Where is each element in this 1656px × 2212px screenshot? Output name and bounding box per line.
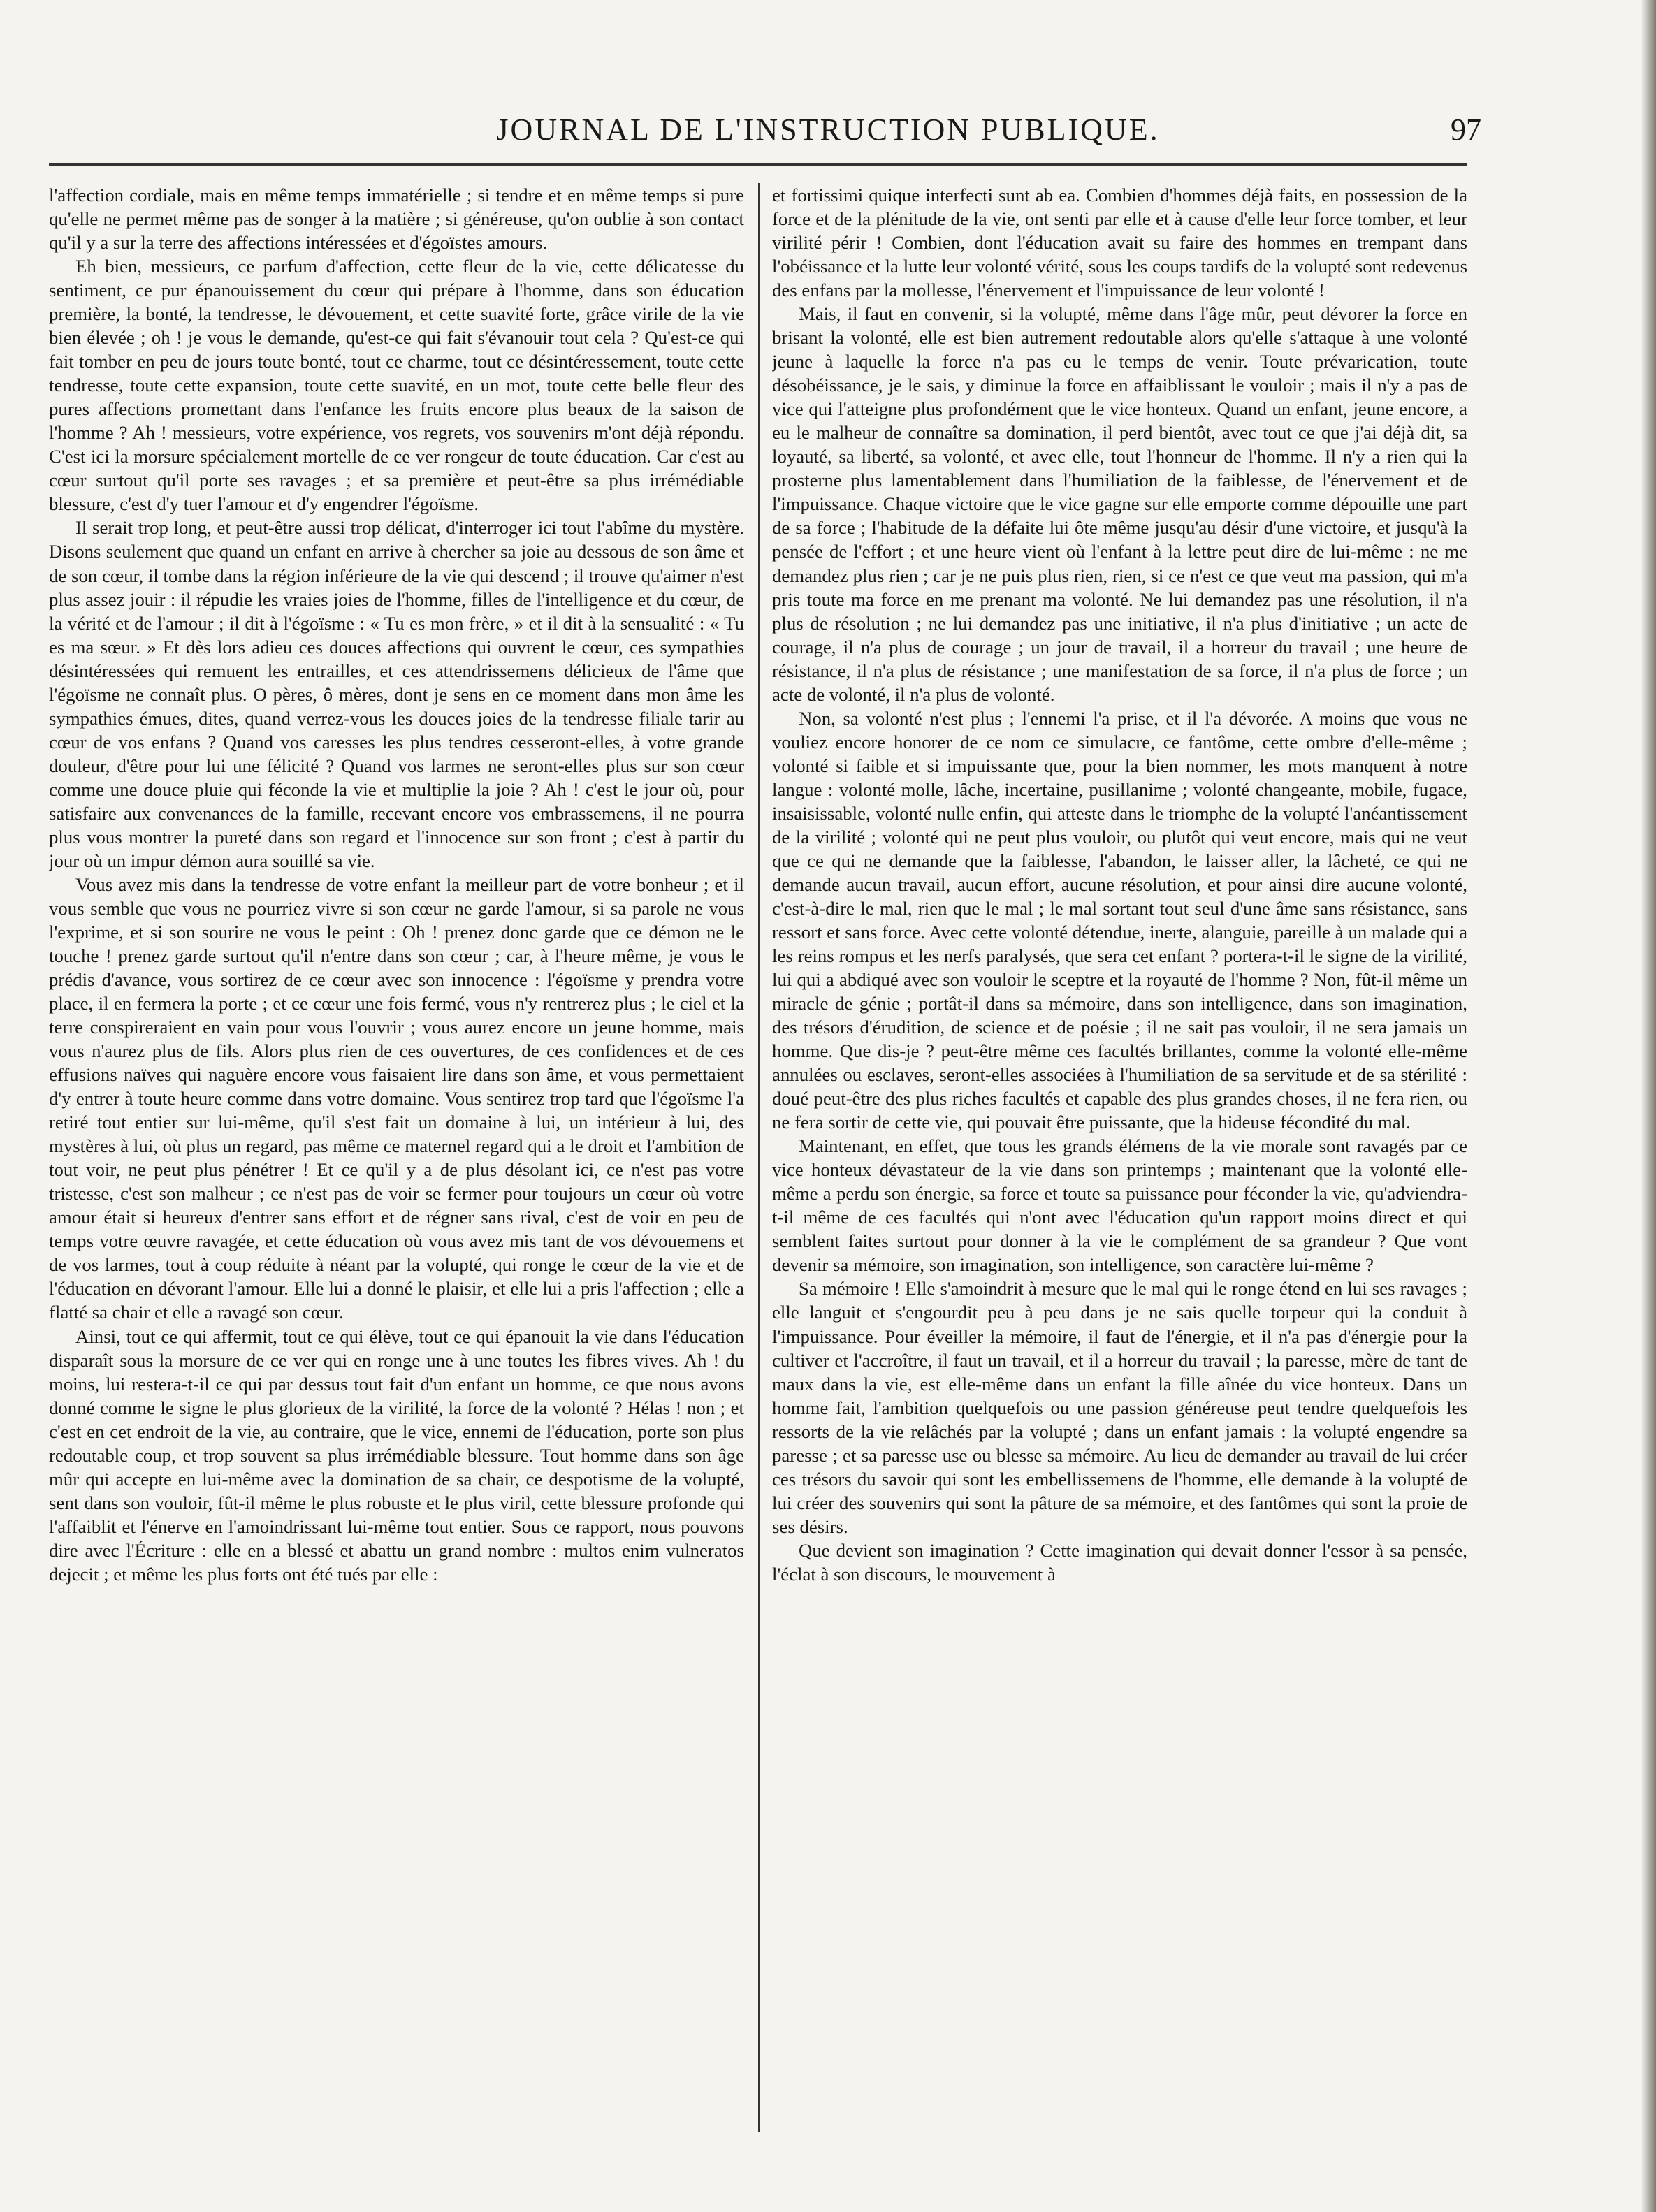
paragraph: Sa mémoire ! Elle s'amoindrit à mesure que le mal qui le ronge étend en lui ses ravages ; elle languit et s'engourdit peu à peu dans je ne sais quelle torpeur qui la conduit à l'impuissance. Pour éveiller la mémoire, il faut de l'énergie, et il n'a pas d'énergie pour la cultiver et l'accroître, il faut un travail, et il a horreur du travail ; la paresse, mère de tant de maux dans la vie, est elle-même dans un enfant la fille aînée du vice honteux. Dans un homme fait, l'ambition quelquefois ou une passion généreuse peut tendre quelquefois les ressorts de la vie relâchés par la volupté ; dans un enfant jamais : la volupté engendre sa paresse ; et sa paresse use ou blesse sa mémoire. Au lieu de demander au travail de lui créer ces trésors du savoir qui sont les embellissemens de l'homme, elle demande à la volupté de lui créer des souvenirs qui sont la pâture de sa mémoire, et des fantômes qui sont la proie de ses désirs. xyxy=(772,1278,1467,1537)
page-edge-shadow xyxy=(1641,0,1656,2212)
left-column xyxy=(49,183,744,2139)
paragraph: et fortissimi quique interfecti sunt ab ea. Combien d'hommes déjà faits, en possession de la force et de la plénitude de la vie, ont senti par elle et à cause d'elle leur force tomber, et leur virilité périr ! Combien, dont l'éducation avait su faire des hommes en trempant dans l'obéissance et la lutte leur volonté vérité, sous les coups tardifs de la volupté sont redevenus des enfans par la mollesse, l'énervement et l'impuissance de leur volonté ! xyxy=(772,184,1467,301)
text-columns xyxy=(49,183,1467,2139)
running-title: JOURNAL DE L'INSTRUCTION PUBLIQUE. xyxy=(496,112,1160,147)
column-divider xyxy=(758,183,760,2132)
paragraph: Vous avez mis dans la tendresse de votre enfant la meilleur part de votre bonheur ; et il vous semble que vous ne pourriez vivre si son cœur ne garde l'amour, si sa parole ne vous l'exprime, et si son sourire ne vous le peint : Oh ! prenez donc garde que ce démon ne le touche ! prenez garde surtout qu'il n'entre dans son cœur ; car, à l'heure même, je vous le prédis d'avance, vous sortirez de ce cœur avec son innocence : l'égoïsme y prendra votre place, il en fermera la porte ; et ce cœur une fois fermé, vous n'y rentrerez plus ; le ciel et la terre conspireraient en vain pour vous l'ouvrir ; vous aurez encore un jeune homme, mais vous n'aurez plus de fils. Alors plus rien de ces ouvertures, de ces confidences et de ces effusions naïves qui naguère encore vous faisaient lire dans son âme, et vous permettaient d'y entrer à toute heure comme dans votre domaine. Vous sentirez trop tard que l'égoïsme l'a retiré tout entier sur lui-même, qu'il s'est fait un domaine à lui, un intérieur à lui, des mystères à lui, où plus un regard, pas même ce maternel regard qui a le droit et l'ambition de tout voir, ne peut plus pénétrer ! Et ce qu'il y a de plus désolant ici, ce n'est pas votre tristesse, c'est son malheur ; ce n'est pas de voir se fermer pour toujours un cœur où votre amour était si heureux d'entrer sans effort et de régner sans rival, c'est de voir en peu de temps votre œuvre ravagée, et cette éducation où vous avez mis tant de vos dévouemens et de vos larmes, tout à coup réduite à néant par la volupté, qui ronge le cœur de la vie et de l'éducation en dévorant l'amour. Elle lui a donné le plaisir, et elle lui a pris l'affection ; elle a flatté sa chair et elle a ravagé son cœur. xyxy=(49,873,744,1323)
page-header xyxy=(0,112,1656,168)
page-number: 97 xyxy=(1451,112,1481,147)
paragraph: Non, sa volonté n'est plus ; l'ennemi l'a prise, et il l'a dévorée. A moins que vous ne vouliez encore honorer de ce nom ce simulacre, ce fantôme, cette ombre d'elle-même ; volonté si faible et si impuissante que, pour la bien nommer, les mots manquent à notre langue : volonté molle, lâche, incertaine, pusillanime ; volonté changeante, mobile, fugace, insaisissable, volonté nulle enfin, qui atteste dans le triomphe de la volupté l'anéantissement de la virilité ; volonté qui ne peut plus vouloir, ou plutôt qui veut encore, mais qui ne veut que ce qui ne demande que la faiblesse, l'abandon, le laisser aller, la lâcheté, ce qui ne demande aucun travail, aucun effort, aucune résolution, et pour ainsi dire aucune volonté, c'est-à-dire le mal, rien que le mal ; le mal sortant tout seul d'une âme sans résistance, sans ressort et sans force. Avec cette volonté détendue, inerte, alanguie, pareille à un malade qui a les reins rompus et les nerfs paralysés, que sera cet enfant ? portera-t-il le signe de la virilité, lui qui a abdiqué avec son vouloir le sceptre et la royauté de l'homme ? Non, fût-il même un miracle de génie ; portât-il dans sa mémoire, dans son intelligence, dans son imagination, des trésors d'érudition, de science et de poésie ; il ne sait pas vouloir, il ne sera jamais un homme. Que dis-je ? peut-être même ces facultés brillantes, comme la volonté elle-même annulées ou esclaves, seront-elles associées à l'humiliation de sa servitude et de sa stérilité : doué peut-être des plus riches facultés et capable des plus grandes choses, il ne fera rien, ou ne fera sortir de cette vie, qui pouvait être puissante, que la hideuse fécondité du mal. xyxy=(772,707,1467,1133)
paragraph: Ainsi, tout ce qui affermit, tout ce qui élève, tout ce qui épanouit la vie dans l'éducation disparaît sous la morsure de ce ver qui en ronge une à une toutes les fibres vives. Ah ! du moins, lui restera-t-il ce qui par dessus tout fait d'un enfant un homme, ce que nous avons donné comme le signe le plus glorieux de la virilité, la force de la volonté ? Hélas ! non ; et c'est en cet endroit de la vie, au contraire, que le vice, ennemi de l'éducation, porte son plus redoutable coup, et trop souvent sa plus irrémédiable blessure. Tout homme dans son âge mûr qui accepte en lui-même avec la domination de sa chair, ce despotisme de la volupté, sent dans son vouloir, fût-il même le plus robuste et le plus viril, cette blessure profonde qui l'affaiblit et l'énerve en l'amoindrissant lui-même tout entier. Sous ce rapport, nous pouvons dire avec l'Écriture : elle en a blessé et abattu un grand nombre : multos enim vulneratos dejecit ; et même les plus forts ont été tués par elle : xyxy=(49,1325,744,1585)
paragraph: l'affection cordiale, mais en même temps immatérielle ; si tendre et en même temps si pure qu'elle ne permet même pas de songer à la matière ; si généreuse, qu'on oublie à son contact qu'il y a sur la terre des affections intéressées et d'égoïstes amours. xyxy=(49,184,744,254)
paragraph: Que devient son imagination ? Cette imagination qui devait donner l'essor à sa pensée, l'éclat à son discours, le mouvement à xyxy=(772,1539,1467,1585)
paragraph: Eh bien, messieurs, ce parfum d'affection, cette fleur de la vie, cette délicatesse du sentiment, ce pur épanouissement du cœur qui prépare à l'homme, dans son éducation première, la bonté, la tendresse, le dévouement, et cette suavité forte, grâce virile de la vie bien élevée ; oh ! je vous le demande, qu'est-ce qui fait s'évanouir tout cela ? Qu'est-ce qui fait tomber en peu de jours toute bonté, tout ce charme, tout ce désintéressement, toute cette tendresse, toute cette expansion, toute cette suavité, en un mot, toute cette belle fleur des pures affections promettant dans l'enfance les fruits encore plus beaux de la saison de l'homme ? Ah ! messieurs, votre expérience, vos regrets, vos souvenirs m'ont déjà répondu. C'est ici la morsure spécialement mortelle de ce ver rongeur de toute éducation. Car c'est au cœur surtout qu'il porte ses ravages ; et sa première et peut-être sa plus irrémédiable blessure, c'est d'y tuer l'amour et d'y engendrer l'égoïsme. xyxy=(49,256,744,515)
header-rule xyxy=(49,163,1467,166)
paragraph: Il serait trop long, et peut-être aussi trop délicat, d'interroger ici tout l'abîme du mystère. Disons seulement que quand un enfant en arrive à chercher sa joie au dessous de son âme et de son cœur, il tombe dans la région inférieure de la vie qui descend ; il trouve qu'aimer n'est plus assez jouir : il répudie les vraies joies de l'homme, filles de l'intelligence et du cœur, de la vérité et de l'amour ; il dit à l'égoïsme : « Tu es mon frère, » et il dit à la sensualité : « Tu es ma sœur. » Et dès lors adieu ces douces affections qui ouvrent le cœur, ces sympathies désintéressées qui remuent les entrailles, et ces attendrissemens délicieux de l'âme que l'égoïsme ne connaît plus. O pères, ô mères, dont je sens en ce moment dans mon âme les sympathies émues, dites, quand verrez-vous les douces joies de la tendresse filiale tarir au cœur de vos enfans ? Quand vos caresses les plus tendres cesseront-elles, à votre grande douleur, d'être pour lui une félicité ? Quand vos larmes ne seront-elles plus sur son cœur comme une douce pluie qui féconde la vie et multiplie la joie ? Ah ! c'est le jour où, pour satisfaire aux convenances de la famille, recevant encore vos embrassemens, il ne pourra plus vous montrer la pureté dans son regard et l'innocence sur son front ; c'est à partir du jour où un impur démon aura souillé sa vie. xyxy=(49,517,744,871)
paragraph: Maintenant, en effet, que tous les grands élémens de la vie morale sont ravagés par ce vice honteux dévastateur de la vie dans son printemps ; maintenant que la volonté elle-même a perdu son énergie, sa force et toute sa puissance pour féconder la vie, qu'adviendra-t-il même de ces facultés qui n'ont avec l'éducation qu'un rapport moins direct et qui semblent faites surtout pour donner à la vie le complément de sa grandeur ? Que vont devenir sa mémoire, son imagination, son intelligence, son caractère lui-même ? xyxy=(772,1135,1467,1276)
paragraph: Mais, il faut en convenir, si la volupté, même dans l'âge mûr, peut dévorer la force en brisant la volonté, elle est bien autrement redoutable alors qu'elle s'attaque à une volonté jeune à laquelle la force n'a pas eu le temps de venir. Toute prévarication, toute désobéissance, je le sais, y diminue la force en affaiblissant le vouloir ; mais il n'y a pas de vice qui l'atteigne plus profondément que le vice honteux. Quand un enfant, jeune encore, a eu le malheur de connaître sa domination, il perd bientôt, avec tout ce que j'ai déjà dit, sa loyauté, sa liberté, sa volonté, et avec elle, tout l'honneur de l'homme. Il n'y a rien qui la prosterne plus lamentablement dans l'humiliation de la faiblesse, de l'énervement et de l'impuissance. Chaque victoire que le vice gagne sur elle emporte comme dépouille une part de sa force ; l'habitude de la défaite lui ôte même jusqu'au désir d'une victoire, et jusqu'à la pensée de l'effort ; et une heure vient où l'enfant à la lettre peut dire de lui-même : ne me demandez plus rien ; car je ne puis plus rien, rien, si ce n'est ce que veut ma passion, qui m'a pris toute ma force en me prenant ma volonté. Ne lui demandez pas une résolution, il n'a plus de résolution ; ne lui demandez pas une initiative, il n'a plus d'initiative ; un acte de courage, il n'a plus de courage ; un jour de travail, il a horreur du travail ; une heure de résistance, il n'a plus de résistance ; une manifestation de sa force, il n'a plus de force ; un acte de volonté, il n'a plus de volonté. xyxy=(772,303,1467,705)
right-column xyxy=(772,183,1467,2139)
